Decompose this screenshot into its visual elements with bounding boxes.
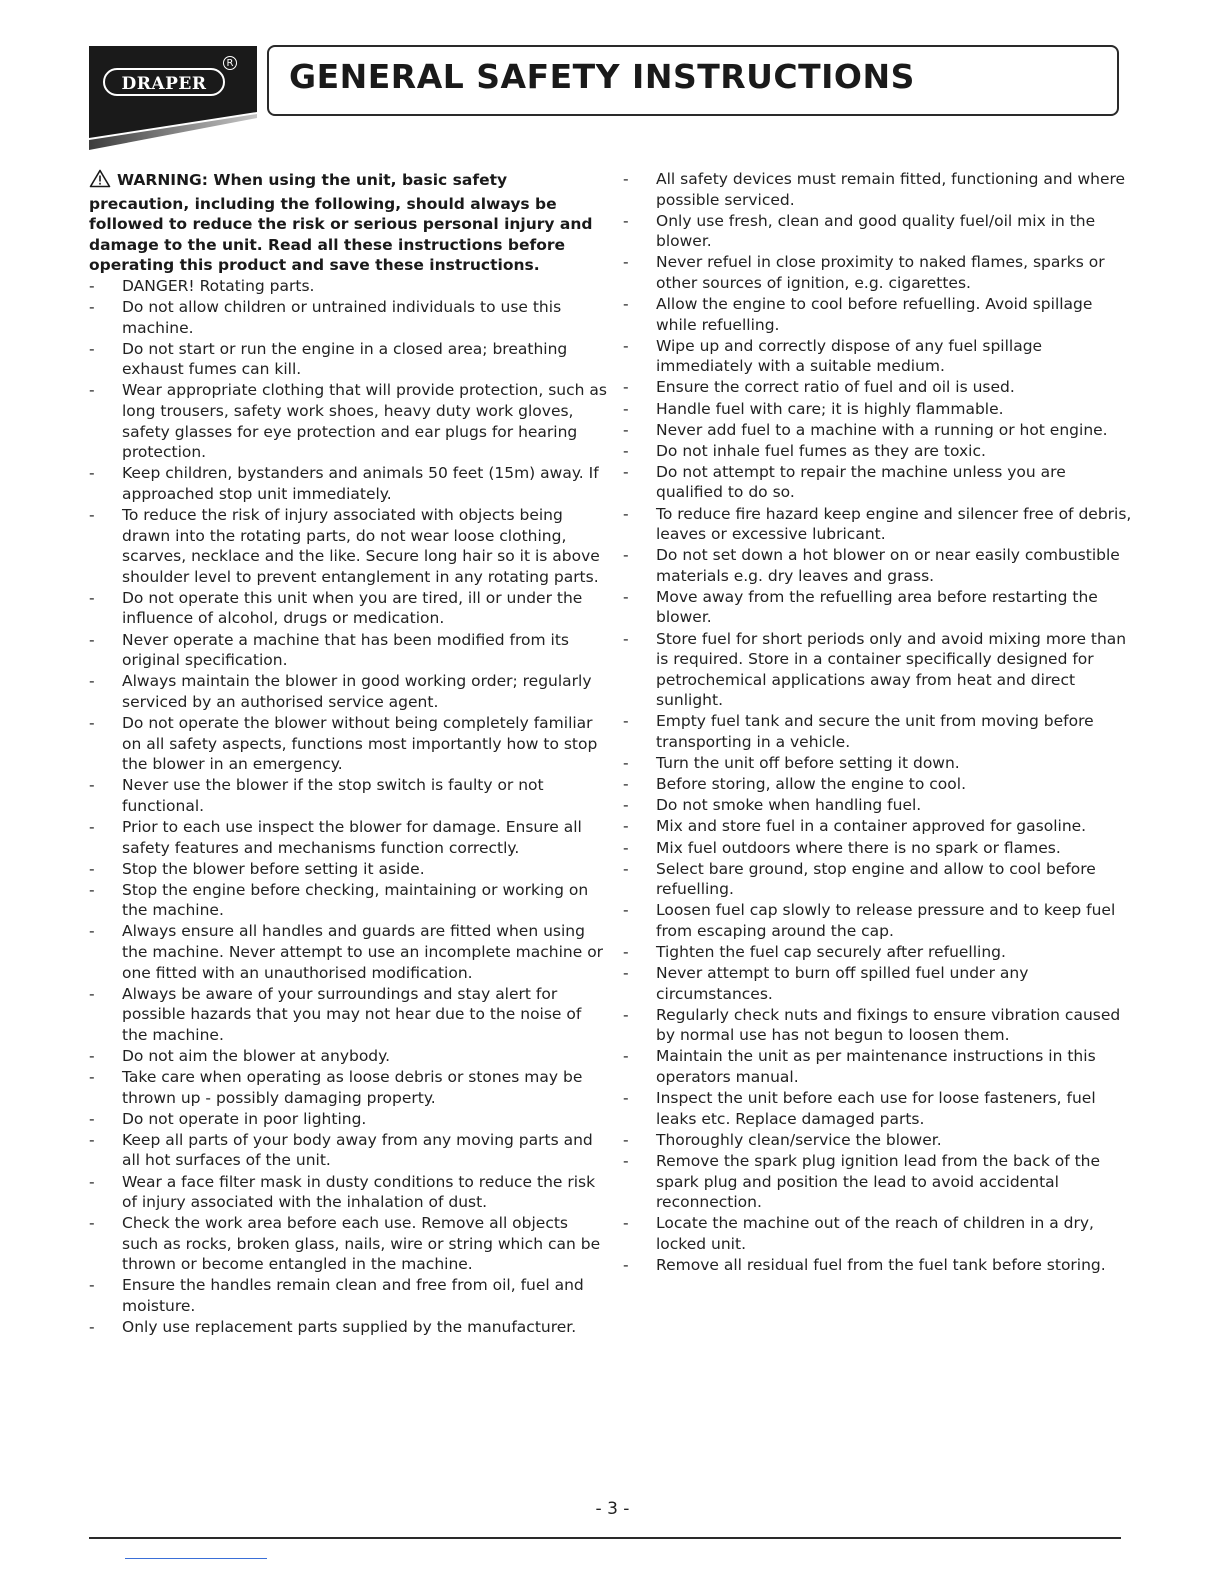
instruction-item: - Thoroughly clean/service the blower. — [623, 1130, 1133, 1151]
instruction-item: - All safety devices must remain fitted, functioning and where possible serviced. — [623, 169, 1133, 210]
instruction-item: - Turn the unit off before setting it down. — [623, 753, 1133, 774]
instruction-item: - To reduce fire hazard keep engine and silencer free of debris, leaves or excessive lubricant. — [623, 504, 1133, 545]
instruction-item: - Allow the engine to cool before refuelling. Avoid spillage while refuelling. — [623, 294, 1133, 335]
instruction-item: - Do not inhale fuel fumes as they are toxic. — [623, 441, 1133, 462]
instruction-item: - Ensure the correct ratio of fuel and oil is used. — [623, 377, 1133, 398]
instruction-item: - Ensure the handles remain clean and free from oil, fuel and moisture. — [89, 1275, 607, 1316]
instruction-item: - Only use fresh, clean and good quality fuel/oil mix in the blower. — [623, 211, 1133, 252]
instruction-item: - Keep children, bystanders and animals 50 feet (15m) away. If approached stop unit immediately. — [89, 463, 607, 504]
instruction-item: - Do not operate the blower without being completely familiar on all safety aspects, functions most importantly how to stop the blower in an emergency. — [89, 713, 607, 775]
instruction-item: - Remove all residual fuel from the fuel tank before storing. — [623, 1255, 1133, 1276]
instruction-item: - Prior to each use inspect the blower for damage. Ensure all safety features and mechanisms function correctly. — [89, 817, 607, 858]
instruction-item: - Regularly check nuts and fixings to ensure vibration caused by normal use has not begun to loosen them. — [623, 1005, 1133, 1046]
title-box — [267, 45, 1119, 116]
brand-logo-block — [89, 46, 257, 150]
instruction-item: - Wear appropriate clothing that will provide protection, such as long trousers, safety work shoes, heavy duty work gloves, safety glasses for eye protection and ear plugs for hearing protection. — [89, 380, 607, 462]
instruction-item: - Move away from the refuelling area before restarting the blower. — [623, 587, 1133, 628]
instruction-item: - Inspect the unit before each use for loose fasteners, fuel leaks etc. Replace damaged parts. — [623, 1088, 1133, 1129]
instruction-item: - Never refuel in close proximity to naked flames, sparks or other sources of ignition, e.g. cigarettes. — [623, 252, 1133, 293]
instruction-item: - Wipe up and correctly dispose of any fuel spillage immediately with a suitable medium. — [623, 336, 1133, 377]
instruction-item: - Only use replacement parts supplied by the manufacturer. — [89, 1317, 607, 1338]
instruction-item: - Do not operate this unit when you are tired, ill or under the influence of alcohol, drugs or medication. — [89, 588, 607, 629]
instruction-item: - Do not set down a hot blower on or near easily combustible materials e.g. dry leaves and grass. — [623, 545, 1133, 586]
instruction-item: - Do not allow children or untrained individuals to use this machine. — [89, 297, 607, 338]
instruction-item: - Do not attempt to repair the machine unless you are qualified to do so. — [623, 462, 1133, 503]
instruction-item: - Handle fuel with care; it is highly flammable. — [623, 399, 1133, 420]
instruction-item: - Do not aim the blower at anybody. — [89, 1046, 607, 1067]
instruction-item: - Keep all parts of your body away from any moving parts and all hot surfaces of the unit. — [89, 1130, 607, 1171]
instruction-item: - Always be aware of your surroundings and stay alert for possible hazards that you may not hear due to the noise of the machine. — [89, 984, 607, 1046]
instruction-item: - Remove the spark plug ignition lead from the back of the spark plug and position the lead to avoid accidental reconnection. — [623, 1151, 1133, 1213]
instruction-item: - Take care when operating as loose debris or stones may be thrown up - possibly damaging property. — [89, 1067, 607, 1108]
instruction-item: - Do not smoke when handling fuel. — [623, 795, 1133, 816]
right-instruction-list — [623, 169, 1133, 1275]
footer-link-underline[interactable] — [125, 1558, 267, 1559]
instruction-item: - Never attempt to burn off spilled fuel under any circumstances. — [623, 963, 1133, 1004]
registered-mark: R — [223, 56, 237, 70]
page-title: GENERAL SAFETY INSTRUCTIONS — [289, 57, 915, 96]
instruction-item: - Mix and store fuel in a container approved for gasoline. — [623, 816, 1133, 837]
instruction-item: - Mix fuel outdoors where there is no spark or flames. — [623, 838, 1133, 859]
warning-paragraph — [89, 169, 607, 276]
instruction-item: - Wear a face filter mask in dusty conditions to reduce the risk of injury associated with the inhalation of dust. — [89, 1172, 607, 1213]
page-number: - 3 - — [595, 1499, 630, 1519]
brand-logo-text: DRAPER — [103, 68, 225, 96]
warning-triangle-icon — [89, 169, 111, 194]
instruction-item: - Maintain the unit as per maintenance instructions in this operators manual. — [623, 1046, 1133, 1087]
instruction-item: - DANGER! Rotating parts. — [89, 276, 607, 297]
instruction-item: - Stop the blower before setting it aside. — [89, 859, 607, 880]
instruction-item: - To reduce the risk of injury associated with objects being drawn into the rotating parts, do not wear loose clothing, scarves, necklace and the like. Secure long hair so it is above shoulder level to prevent entanglement in any rotating parts. — [89, 505, 607, 587]
instruction-item: - Always maintain the blower in good working order; regularly serviced by an authorised service agent. — [89, 671, 607, 712]
instruction-item: - Do not start or run the engine in a closed area; breathing exhaust fumes can kill. — [89, 339, 607, 380]
left-instruction-list — [89, 276, 607, 1338]
instruction-item: - Never use the blower if the stop switch is faulty or not functional. — [89, 775, 607, 816]
instruction-item: - Never operate a machine that has been modified from its original specification. — [89, 630, 607, 671]
instruction-item: - Stop the engine before checking, maintaining or working on the machine. — [89, 880, 607, 921]
instruction-item: - Always ensure all handles and guards are fitted when using the machine. Never attempt to use an incomplete machine or one fitted with an unauthorised modification. — [89, 921, 607, 983]
instruction-item: - Tighten the fuel cap securely after refuelling. — [623, 942, 1133, 963]
footer-divider — [89, 1537, 1121, 1539]
right-column — [623, 169, 1133, 1276]
instruction-item: - Never add fuel to a machine with a running or hot engine. — [623, 420, 1133, 441]
left-column — [89, 169, 607, 1338]
instruction-item: - Do not operate in poor lighting. — [89, 1109, 607, 1130]
instruction-item: - Loosen fuel cap slowly to release pressure and to keep fuel from escaping around the cap. — [623, 900, 1133, 941]
instruction-item: - Check the work area before each use. Remove all objects such as rocks, broken glass, nails, wire or string which can be thrown or become entangled in the machine. — [89, 1213, 607, 1275]
instruction-item: - Select bare ground, stop engine and allow to cool before refuelling. — [623, 859, 1133, 900]
instruction-item: - Empty fuel tank and secure the unit from moving before transporting in a vehicle. — [623, 711, 1133, 752]
instruction-item: - Store fuel for short periods only and avoid mixing more than is required. Store in a container specifically designed for petrochemical applications away from heat and direct sunlight. — [623, 629, 1133, 711]
warning-text: WARNING: When using the unit, basic safety precaution, including the following, should always be followed to reduce the risk or serious personal injury and damage to the unit. Read all these instructions before operating this product and save these instructions. — [89, 171, 593, 275]
instruction-item: - Locate the machine out of the reach of children in a dry, locked unit. — [623, 1213, 1133, 1254]
instruction-item: - Before storing, allow the engine to cool. — [623, 774, 1133, 795]
